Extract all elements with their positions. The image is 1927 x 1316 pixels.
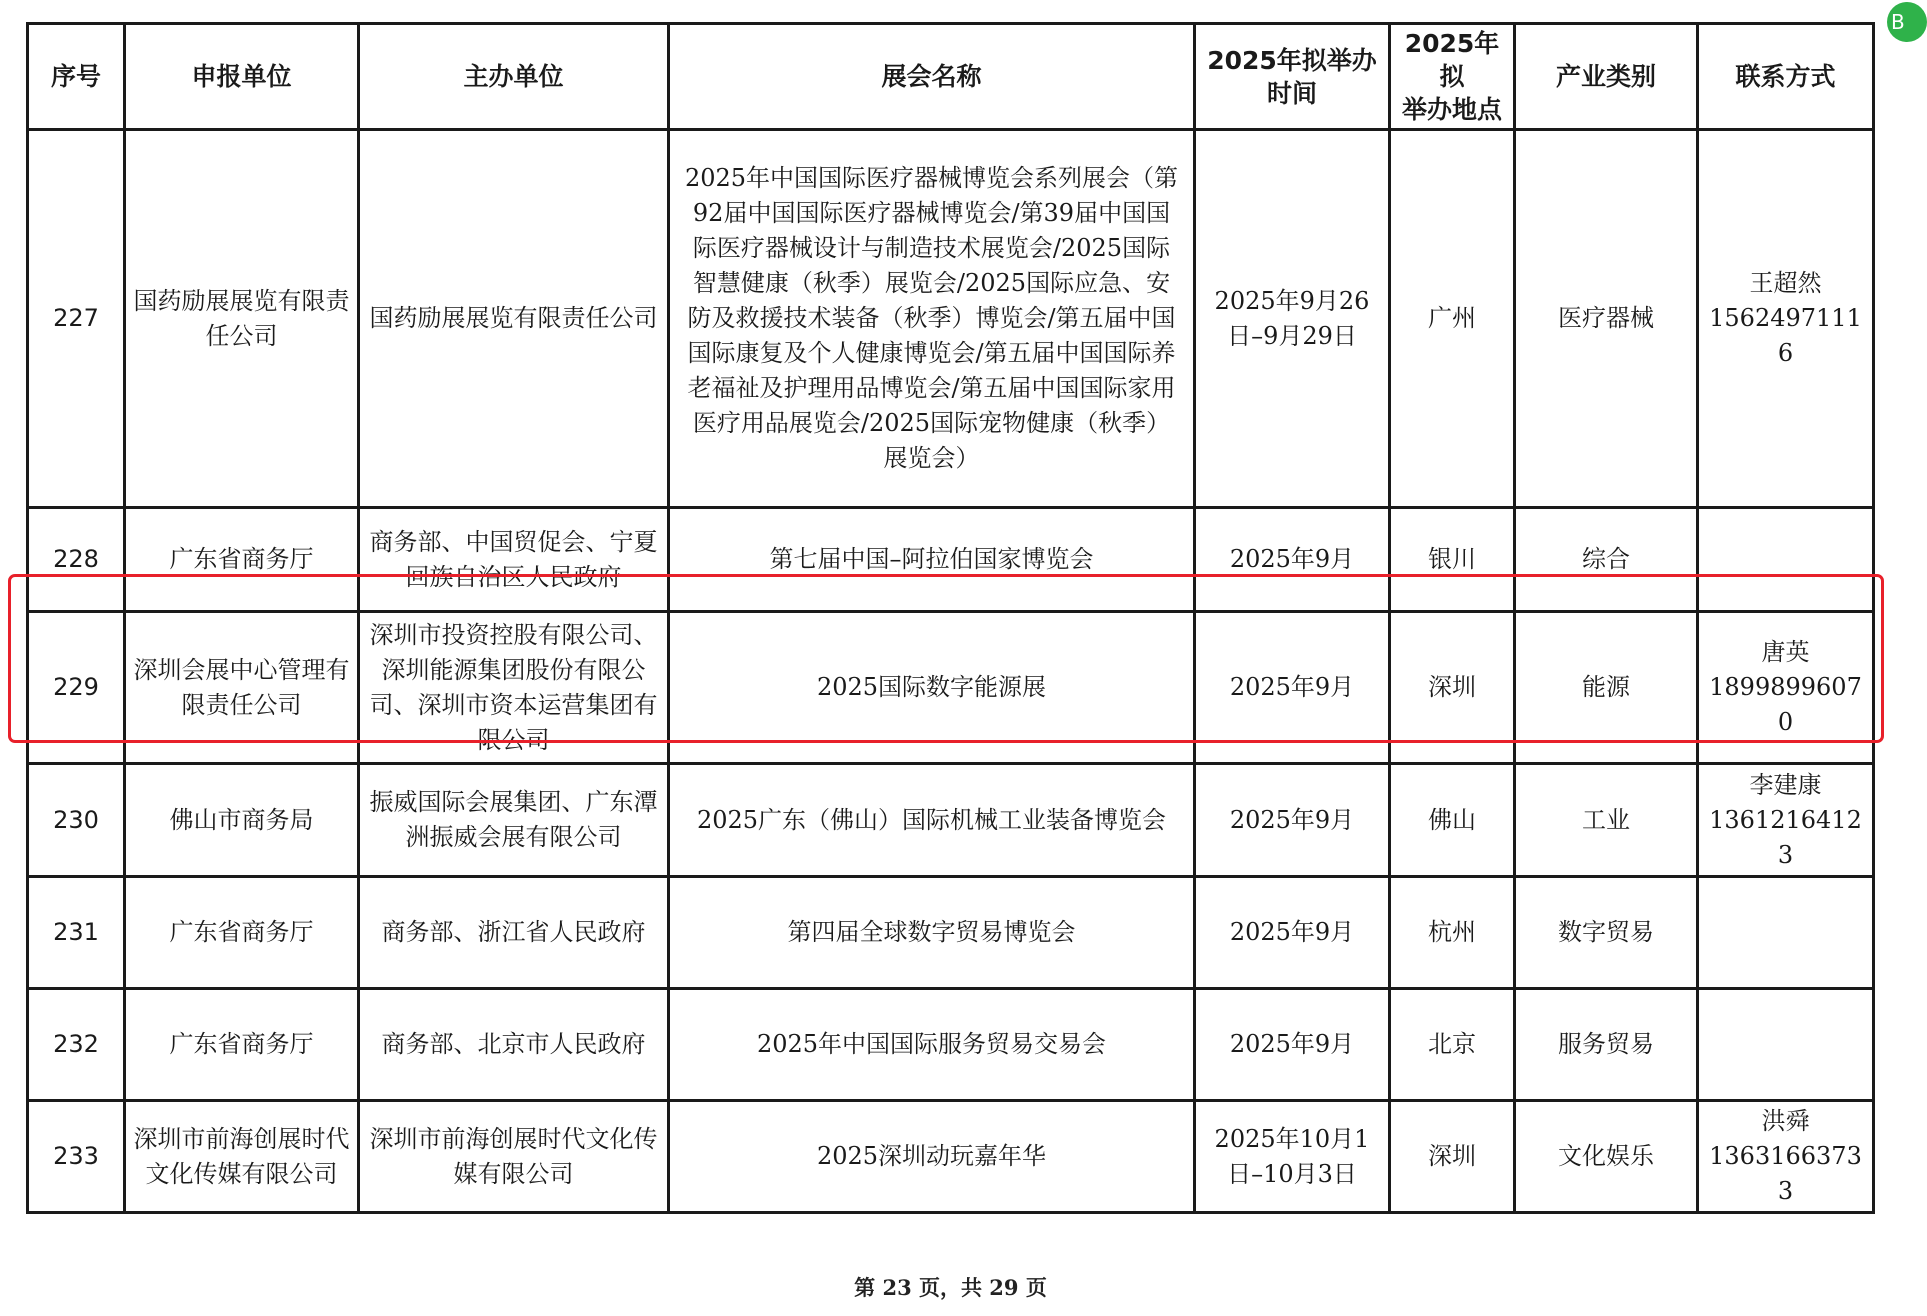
cell-place: 广州 [1390, 130, 1515, 508]
cell-exhibition: 2025深圳动玩嘉年华 [669, 1101, 1195, 1213]
header-seq: 序号 [28, 24, 125, 130]
header-place [1390, 24, 1515, 130]
contact-name: 李建康 [1749, 770, 1822, 799]
cell-organizer: 商务部、北京市人民政府 [359, 989, 669, 1101]
cell-contact [1698, 612, 1874, 764]
corner-badge-icon[interactable]: B [1887, 2, 1927, 42]
cell-contact [1698, 130, 1874, 508]
cell-contact [1698, 508, 1874, 612]
cell-applicant: 佛山市商务局 [125, 764, 359, 877]
header-contact: 联系方式 [1698, 24, 1874, 130]
cell-contact [1698, 1101, 1874, 1213]
cell-organizer: 商务部、中国贸促会、宁夏回族自治区人民政府 [359, 508, 669, 612]
cell-time: 2025年9月 [1195, 612, 1390, 764]
header-applicant: 申报单位 [125, 24, 359, 130]
cell-organizer: 深圳市前海创展时代文化传媒有限公司 [359, 1101, 669, 1213]
contact-phone: 13631663733 [1709, 1142, 1862, 1205]
cell-contact [1698, 764, 1874, 877]
cell-seq: 231 [28, 877, 125, 989]
table-row [28, 989, 1874, 1101]
cell-applicant: 广东省商务厅 [125, 989, 359, 1101]
contact-phone: 15624971116 [1709, 304, 1862, 367]
header-industry: 产业类别 [1515, 24, 1698, 130]
cell-industry: 工业 [1515, 764, 1698, 877]
cell-applicant: 国药励展展览有限责任公司 [125, 130, 359, 508]
cell-organizer: 深圳市投资控股有限公司、深圳能源集团股份有限公司、深圳市资本运营集团有限公司 [359, 612, 669, 764]
table-row [28, 508, 1874, 612]
cell-place: 深圳 [1390, 1101, 1515, 1213]
cell-seq: 233 [28, 1101, 125, 1213]
cell-contact [1698, 989, 1874, 1101]
cell-place: 银川 [1390, 508, 1515, 612]
contact-name: 王超然 [1749, 269, 1822, 297]
contact-phone: 18998996070 [1709, 673, 1862, 736]
cell-applicant: 广东省商务厅 [125, 877, 359, 989]
cell-industry: 文化娱乐 [1515, 1101, 1698, 1213]
cell-time: 2025年9月 [1195, 877, 1390, 989]
cell-seq: 230 [28, 764, 125, 877]
cell-exhibition: 2025国际数字能源展 [669, 612, 1195, 764]
cell-organizer: 振威国际会展集团、广东潭洲振威会展有限公司 [359, 764, 669, 877]
header-place-line1: 2025年拟 [1404, 29, 1500, 91]
cell-exhibition: 2025广东（佛山）国际机械工业装备博览会 [669, 764, 1195, 877]
table-row-highlighted [28, 612, 1874, 764]
cell-place: 深圳 [1390, 612, 1515, 764]
cell-time: 2025年10月1日–10月3日 [1195, 1101, 1390, 1213]
cell-time: 2025年9月 [1195, 764, 1390, 877]
cell-seq: 229 [28, 612, 125, 764]
cell-exhibition: 第七届中国–阿拉伯国家博览会 [669, 508, 1195, 612]
cell-seq: 232 [28, 989, 125, 1101]
cell-seq: 227 [28, 130, 125, 508]
cell-place: 佛山 [1390, 764, 1515, 877]
cell-place: 杭州 [1390, 877, 1515, 989]
table-row [28, 877, 1874, 989]
header-time [1195, 24, 1390, 130]
cell-exhibition: 2025年中国国际医疗器械博览会系列展会（第92届中国国际医疗器械博览会/第39届中国国际医疗器械设计与制造技术展览会/2025国际智慧健康（秋季）展览会/2025国际应急、安防及救援技术装备（秋季）博览会/第五届中国国际康复及个人健康博览会/第五届中国国际养老福祉及护理用品博览会/第五届中国国际家用医疗用品展览会/2025国际宠物健康（秋季）展览会） [669, 130, 1195, 508]
table-row [28, 1101, 1874, 1213]
page-footer: 第 23 页，共 29 页 [854, 1275, 1047, 1300]
header-place-line2: 举办地点 [1401, 95, 1502, 124]
contact-phone: 13612164123 [1709, 805, 1862, 869]
cell-applicant: 广东省商务厅 [125, 508, 359, 612]
cell-applicant: 深圳市前海创展时代文化传媒有限公司 [125, 1101, 359, 1213]
table-row [28, 764, 1874, 877]
header-time-line2: 时间 [1266, 78, 1317, 108]
contact-name: 洪舜 [1761, 1107, 1810, 1135]
cell-time: 2025年9月 [1195, 508, 1390, 612]
header-exhibition: 展会名称 [669, 24, 1195, 130]
header-time-line1: 2025年拟举办 [1207, 45, 1377, 75]
cell-applicant: 深圳会展中心管理有限责任公司 [125, 612, 359, 764]
table-header-row [28, 24, 1874, 130]
cell-industry: 服务贸易 [1515, 989, 1698, 1101]
cell-place: 北京 [1390, 989, 1515, 1101]
cell-exhibition: 第四届全球数字贸易博览会 [669, 877, 1195, 989]
cell-industry: 数字贸易 [1515, 877, 1698, 989]
cell-time: 2025年9月26日–9月29日 [1195, 130, 1390, 508]
cell-industry: 医疗器械 [1515, 130, 1698, 508]
header-organizer: 主办单位 [359, 24, 669, 130]
cell-organizer: 国药励展展览有限责任公司 [359, 130, 669, 508]
cell-seq: 228 [28, 508, 125, 612]
cell-time: 2025年9月 [1195, 989, 1390, 1101]
cell-contact [1698, 877, 1874, 989]
cell-organizer: 商务部、浙江省人民政府 [359, 877, 669, 989]
contact-name: 唐英 [1761, 638, 1810, 666]
exhibition-table [26, 22, 1875, 1214]
cell-industry: 能源 [1515, 612, 1698, 764]
table-row [28, 130, 1874, 508]
cell-industry: 综合 [1515, 508, 1698, 612]
cell-exhibition: 2025年中国国际服务贸易交易会 [669, 989, 1195, 1101]
